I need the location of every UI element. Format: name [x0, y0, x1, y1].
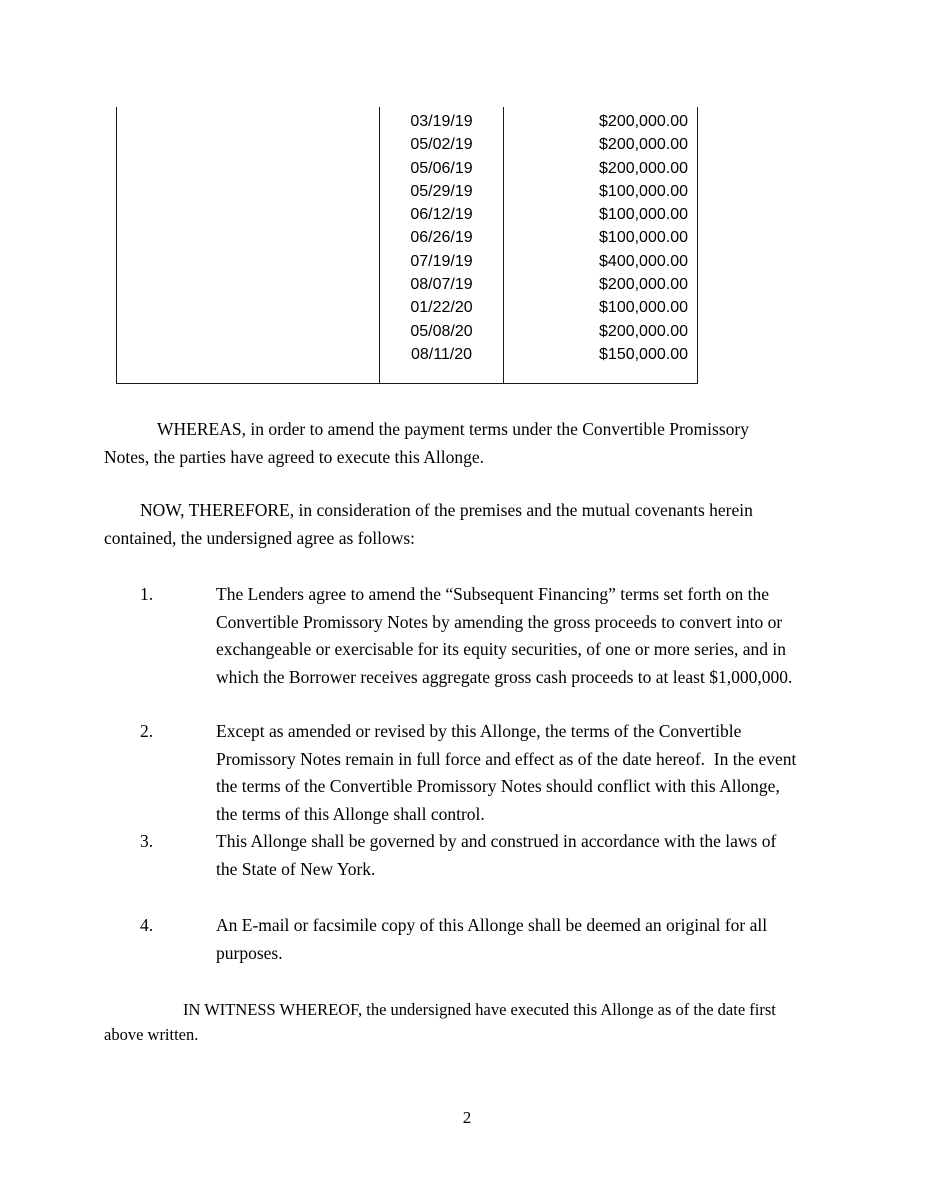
paragraph-line: Except as amended or revised by this Allonge, the terms of the Convertible [216, 721, 742, 741]
numbered-item-4 [140, 912, 767, 967]
paragraph-line: IN WITNESS WHEREOF, the undersigned have executed this Allonge as of the date first [183, 1000, 776, 1019]
amount-cell: $200,000.00 [599, 159, 688, 177]
paragraph-line: exchangeable or exercisable for its equity securities, of one or more series, and in [216, 639, 786, 659]
amount-cell: $150,000.00 [599, 345, 688, 363]
date-cell: 07/19/19 [410, 252, 473, 270]
paragraph-line: the terms of the Convertible Promissory Notes should conflict with this Allonge, [216, 776, 780, 796]
numbered-item-3 [140, 828, 776, 883]
paragraph-line: contained, the undersigned agree as follows: [104, 527, 416, 548]
table-column-amounts [504, 107, 697, 383]
paragraph-line: This Allonge shall be governed by and construed in accordance with the laws of [216, 831, 777, 851]
date-cell: 06/12/19 [410, 206, 473, 224]
paragraph-witness [104, 997, 776, 1047]
paragraph-line: the terms of this Allonge shall control. [216, 803, 485, 824]
amount-cell: $200,000.00 [599, 276, 688, 294]
date-cell: 08/07/19 [410, 276, 473, 294]
amount-cell: $100,000.00 [599, 206, 688, 224]
paragraph-line: Notes, the parties have agreed to execute this Allonge. [104, 446, 485, 467]
amount-cell: $100,000.00 [599, 299, 688, 317]
amount-cell: $400,000.00 [599, 252, 688, 270]
numbered-item-2 [140, 718, 796, 828]
paragraph-line: which the Borrower receives aggregate gross cash proceeds to at least $1,000,000. [216, 666, 793, 687]
date-cell: 08/11/20 [410, 345, 473, 363]
amount-cell: $200,000.00 [599, 136, 688, 154]
paragraph-line: Convertible Promissory Notes by amending the gross proceeds to convert into or [216, 611, 783, 632]
item-number: 4. [140, 915, 154, 935]
paragraph-now-therefore [104, 497, 753, 552]
table-column-dates [380, 107, 504, 383]
page-number: 2 [462, 1108, 472, 1127]
paragraph-line: An E-mail or facsimile copy of this Allonge shall be deemed an original for all [216, 915, 768, 935]
date-cell: 03/19/19 [410, 113, 473, 130]
date-cell: 05/29/19 [410, 182, 473, 200]
paragraph-whereas [104, 416, 749, 471]
item-number: 1. [140, 584, 154, 604]
amount-cell: $100,000.00 [599, 229, 688, 247]
amount-cell: $100,000.00 [599, 182, 688, 200]
date-cell: 05/08/20 [410, 322, 473, 340]
paragraph-line: NOW, THEREFORE, in consideration of the premises and the mutual covenants herein [140, 500, 753, 520]
item-number: 2. [140, 721, 154, 741]
paragraph-line: Promissory Notes remain in full force and effect as of the date hereof. In the event [216, 748, 797, 769]
paragraph-line: above written. [104, 1025, 199, 1044]
paragraph-line: The Lenders agree to amend the “Subsequent Financing” terms set forth on the [216, 584, 770, 604]
amount-cell: $200,000.00 [599, 113, 688, 130]
payment-schedule-table [116, 107, 698, 384]
amount-cell: $200,000.00 [599, 322, 688, 340]
paragraph-line: the State of New York. [216, 858, 376, 879]
numbered-item-1 [140, 581, 792, 691]
paragraph-line: WHEREAS, in order to amend the payment terms under the Convertible Promissory [157, 419, 749, 439]
item-number: 3. [140, 831, 154, 851]
date-cell: 05/02/19 [410, 136, 473, 154]
paragraph-line: purposes. [216, 942, 283, 963]
date-cell: 06/26/19 [410, 229, 473, 247]
date-cell: 05/06/19 [410, 159, 473, 177]
date-cell: 01/22/20 [410, 299, 473, 317]
table-column-blank [117, 107, 380, 383]
